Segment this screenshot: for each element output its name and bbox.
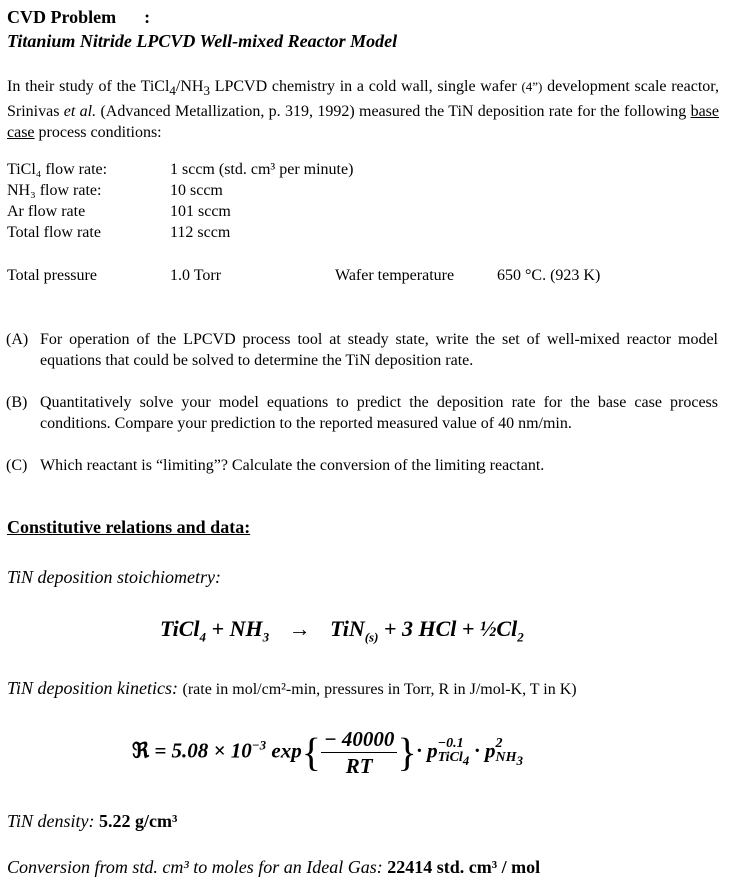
intro-paragraph: In their study of the $TiCl_4/NH_3$ LPCVD chemistry in a cold wall, single wafer (4”) development scale reactor, Srinivas et al. (Advanced Metallization, p. 319, 1992) measured the TiN deposition rate for the following base case process conditions: [7,78,720,142]
condition-value: 10 sccm [170,182,223,199]
condition-label: TiCl₄ flow rate: [7,161,108,178]
condition-label: Ar flow rate [7,203,86,220]
condition-value: 1 sccm (std. cm³ per minute) [170,161,354,178]
problem-heading: CVD Problem : [7,7,151,27]
rate-equation: ℜ = $5.08 \times 10^{-3}$ exp{ $\frac{- 40000}{RT}$ }· p −0.1 TiCl$_4$ · p 2 $NH_3$ [132,727,524,778]
question-b: (B) Quantitatively solve your model equations to predict the deposition rate for the base case process conditions. Compare your prediction to the reported measured value of 40 nm/min. [6,394,718,432]
section-heading: Constitutive relations and data: [7,517,251,537]
condition-value: 112 sccm [170,224,231,241]
conversion-line: Conversion from std. cm³ to moles for an Ideal Gas: 22414 std. cm³ / mol [7,857,541,877]
condition-label: Total flow rate [7,224,101,241]
problem-subtitle: Titanium Nitride LPCVD Well-mixed Reactor Model [7,31,398,51]
pressure-value: 1.0 Torr [170,267,222,284]
temperature-value: 650 °C. (923 K) [497,267,601,284]
reaction-equation: TiCl$_4$ + $NH_3 \to TiN_{(s)} + 3$ HCl + $\frac{1}{2}Cl_2$ [160,616,524,645]
question-a: (A) For operation of the LPCVD process tool at steady state, write the set of well-mixed reactor model equations that could be solved to determine the TiN deposition rate. [6,331,718,369]
kinetics-label: TiN deposition kinetics: (rate in mol/cm²-min, pressures in Torr, R in J/mol-K, T in K) [7,678,577,698]
condition-label: NH₃ flow rate: [7,182,102,199]
pressure-label: Total pressure [7,267,97,284]
question-c: (C) Which reactant is “limiting”? Calculate the conversion of the limiting reactant. [6,457,545,474]
stoichiometry-label: TiN deposition stoichiometry: [7,567,221,587]
density-line: TiN density: 5.22 g/cm³ [7,811,178,831]
base-case-text: base case [7,103,720,142]
condition-value: 101 sccm [170,203,231,220]
temperature-label: Wafer temperature [335,267,455,284]
